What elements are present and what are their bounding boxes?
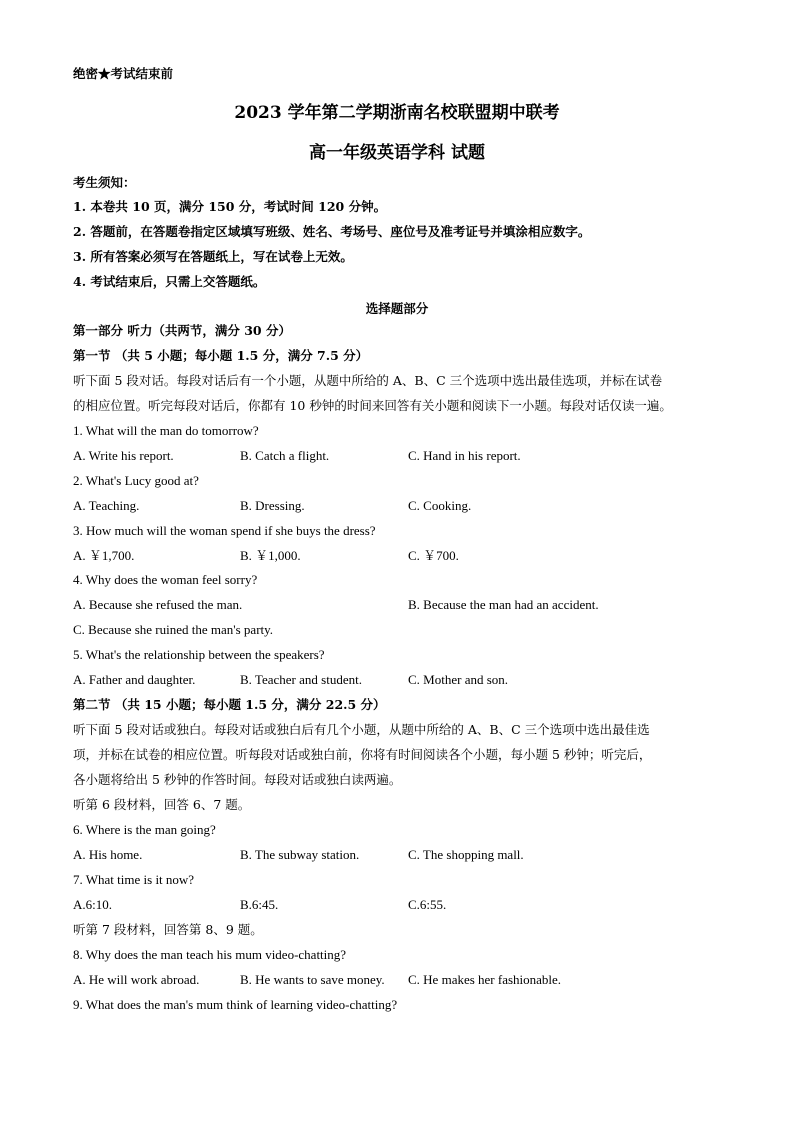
section-title: 选择题部分 <box>365 301 429 316</box>
option-c: C. The shopping mall. <box>408 847 524 862</box>
option-c: C. ￥700. <box>408 548 459 563</box>
option-c: C. He makes her fashionable. <box>408 972 562 987</box>
option-a: A. Teaching. <box>73 498 140 513</box>
notice-item: 3. 所有答案必须写在答题纸上，写在试卷上无效。 <box>73 249 353 264</box>
option-a: A. Write his report. <box>73 448 174 463</box>
question-7: 7. What time is it now? <box>73 872 195 887</box>
sec2-instructions: 各小题将给出 5 秒钟的作答时间。每段对话或独白读两遍。 <box>73 772 402 787</box>
notice-heading: 考生须知： <box>73 175 136 190</box>
option-a: A. Because she refused the man. <box>73 597 243 612</box>
secret-label: 绝密★考试结束前 <box>73 66 174 81</box>
question-1: 1. What will the man do tomorrow? <box>73 423 259 438</box>
option-a: A. He will work abroad. <box>73 972 200 987</box>
notice-item: 2. 答题前，在答题卷指定区域填写班级、姓名、考场号、座位号及准考证号并填涂相应数字。 <box>73 224 591 239</box>
sec2-instructions: 项，并标在试卷的相应位置。听每段对话或独白前，你将有时间阅读各个小题，每小题 5 秒钟；听完后， <box>73 747 652 762</box>
option-b: B.6:45. <box>240 897 279 912</box>
question-5: 5. What's the relationship between the speakers? <box>73 647 325 662</box>
question-3: 3. How much will the woman spend if she buys the dress? <box>73 523 376 538</box>
notice-item: 4. 考试结束后，只需上交答题纸。 <box>73 274 266 289</box>
sec1-instructions: 听下面 5 段对话。每段对话后有一个小题，从题中所给的 A、B、C 三个选项中选出最佳选项，并标在试卷 <box>73 373 663 388</box>
exam-title: 2023 学年第二学期浙南名校联盟期中联考 <box>234 103 560 123</box>
option-b: B. The subway station. <box>240 847 360 862</box>
material-6-label: 听第 6 段材料，回答 6、7 题。 <box>73 797 251 812</box>
option-a: A.6:10. <box>73 897 112 912</box>
part1-title: 第一部分 听力（共两节，满分 30 分） <box>73 323 291 338</box>
option-b: B. He wants to save money. <box>240 972 385 987</box>
sec2-instructions: 听下面 5 段对话或独白。每段对话或独白后有几个小题，从题中所给的 A、B、C 三个选项中选出最佳选 <box>73 722 650 737</box>
notice-item: 1. 本卷共 10 页，满分 150 分，考试时间 120 分钟。 <box>73 199 387 214</box>
sec1-instructions: 的相应位置。听完每段对话后，你都有 10 秒钟的时间来回答有关小题和阅读下一小题。每段对话仅读一遍。 <box>73 398 672 413</box>
option-b: B. Catch a flight. <box>240 448 330 463</box>
option-b: B. Because the man had an accident. <box>408 597 599 612</box>
option-a: A. ￥1,700. <box>73 548 135 563</box>
option-a: A. Father and daughter. <box>73 672 196 687</box>
question-6: 6. Where is the man going? <box>73 822 216 837</box>
option-b: B. Teacher and student. <box>240 672 362 687</box>
material-7-label: 听第 7 段材料，回答第 8、9 题。 <box>73 922 263 937</box>
option-c: C.6:55. <box>408 897 447 912</box>
sec1-title: 第一节 （共 5 小题；每小题 1.5 分，满分 7.5 分） <box>73 348 369 363</box>
option-a: A. His home. <box>73 847 143 862</box>
option-c: C. Mother and son. <box>408 672 509 687</box>
question-9: 9. What does the man's mum think of learning video-chatting? <box>73 997 398 1012</box>
question-2: 2. What's Lucy good at? <box>73 473 199 488</box>
option-b: B. ￥1,000. <box>240 548 301 563</box>
option-c: C. Cooking. <box>408 498 472 513</box>
option-b: B. Dressing. <box>240 498 305 513</box>
question-4: 4. Why does the woman feel sorry? <box>73 572 258 587</box>
question-8: 8. Why does the man teach his mum video-chatting? <box>73 947 347 962</box>
exam-subtitle: 高一年级英语学科 试题 <box>309 143 485 163</box>
sec2-title: 第二节 （共 15 小题；每小题 1.5 分，满分 22.5 分） <box>73 697 386 712</box>
option-c: C. Because she ruined the man's party. <box>73 622 274 637</box>
option-c: C. Hand in his report. <box>408 448 521 463</box>
